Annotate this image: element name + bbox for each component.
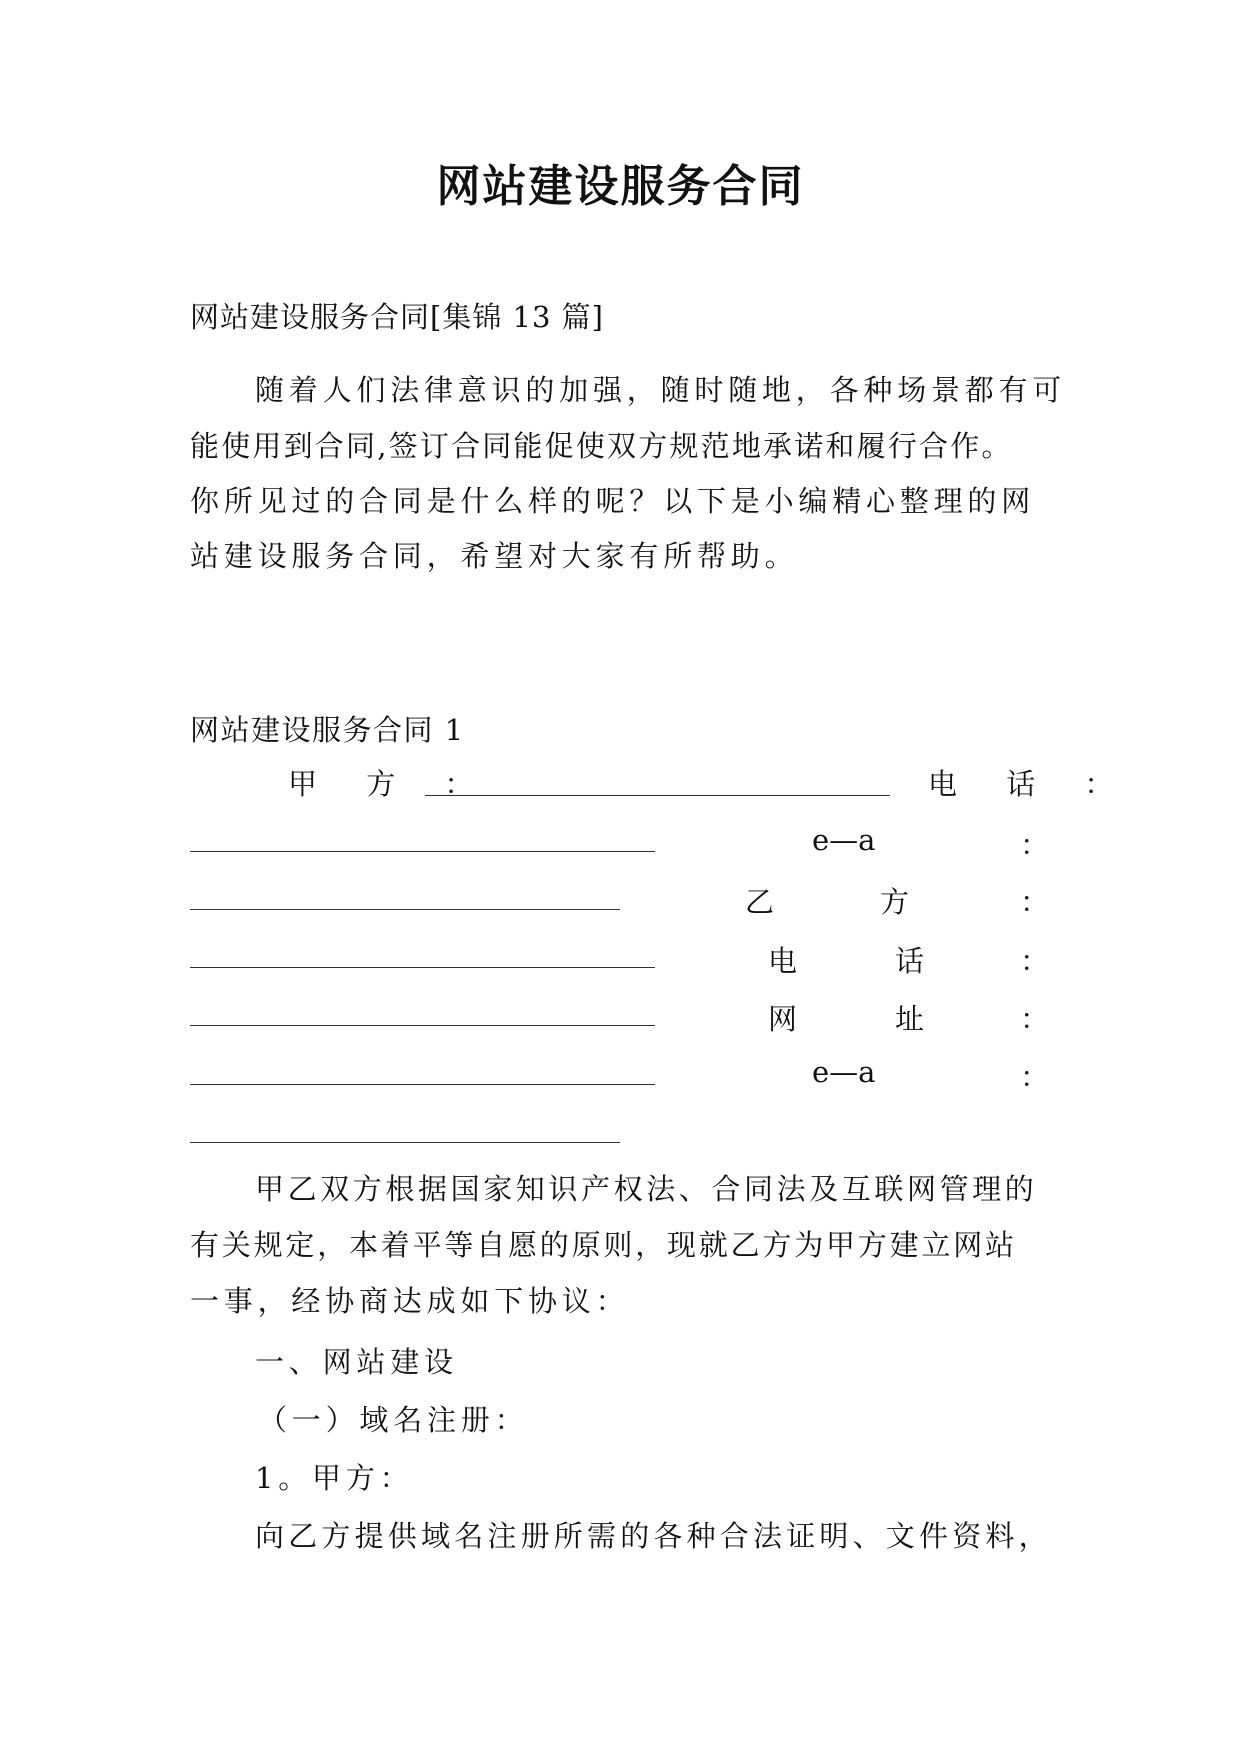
section-heading: 网站建设服务合同 1 — [190, 713, 465, 747]
party-b-field[interactable] — [190, 967, 655, 968]
item-1-heading: 一、网站建设 — [255, 1345, 458, 1379]
colon: ： — [1020, 944, 1050, 978]
clause-line-2: 有关规定，本着平等自愿的原则，现就乙方为甲方建立网站 — [190, 1228, 1017, 1262]
document-title: 网站建设服务合同 — [436, 161, 805, 212]
party-b-label-left: 乙 — [745, 885, 775, 919]
party-a-email-field[interactable] — [190, 909, 620, 910]
party-b-site-field[interactable] — [190, 1084, 655, 1085]
party-a-phone-label: 电 话 ： — [928, 767, 1134, 801]
party-b-email-field[interactable] — [190, 1142, 620, 1143]
party-a-phone-field[interactable] — [190, 851, 655, 852]
colon: ： — [1020, 1002, 1050, 1036]
intro-line-4: 站建设服务合同，希望对大家有所帮助。 — [190, 539, 799, 573]
intro-line-1: 随着人们法律意识的加强，随时随地，各种场景都有可 — [255, 373, 1067, 407]
party-b-site-label-left: 网 — [768, 1002, 798, 1036]
party-b-site-label-right: 址 — [895, 1002, 925, 1036]
colon: ： — [1020, 885, 1050, 919]
item-1-1-heading: （一）域名注册： — [258, 1403, 529, 1437]
party-b-phone-field[interactable] — [190, 1025, 655, 1026]
party-a-field[interactable] — [425, 795, 890, 796]
colon: ： — [1020, 828, 1050, 862]
party-a-email-label: e—a — [812, 823, 876, 857]
intro-line-2: 能使用到合同,签订合同能促使双方规范地承诺和履行合作。 — [190, 429, 1013, 463]
clause-line-1: 甲乙双方根据国家知识产权法、合同法及互联网管理的 — [255, 1172, 1038, 1206]
colon: ： — [1020, 1060, 1050, 1094]
party-a-label: 甲 方 ： — [288, 767, 494, 801]
item-1-1-1-text: 向乙方提供域名注册所需的各种合法证明、文件资料， — [255, 1519, 1052, 1553]
party-b-label-right: 方 — [880, 885, 910, 919]
party-b-email-label: e—a — [812, 1055, 876, 1089]
document-subtitle: 网站建设服务合同[集锦 13 篇] — [190, 300, 604, 334]
intro-line-3: 你所见过的合同是什么样的呢？以下是小编精心整理的网 — [190, 484, 1036, 518]
item-1-1-1-heading: 1。甲方： — [255, 1461, 414, 1495]
party-b-phone-label-left: 电 — [768, 944, 798, 978]
clause-line-3: 一事，经协商达成如下协议： — [190, 1284, 630, 1318]
party-b-phone-label-right: 话 — [895, 944, 925, 978]
